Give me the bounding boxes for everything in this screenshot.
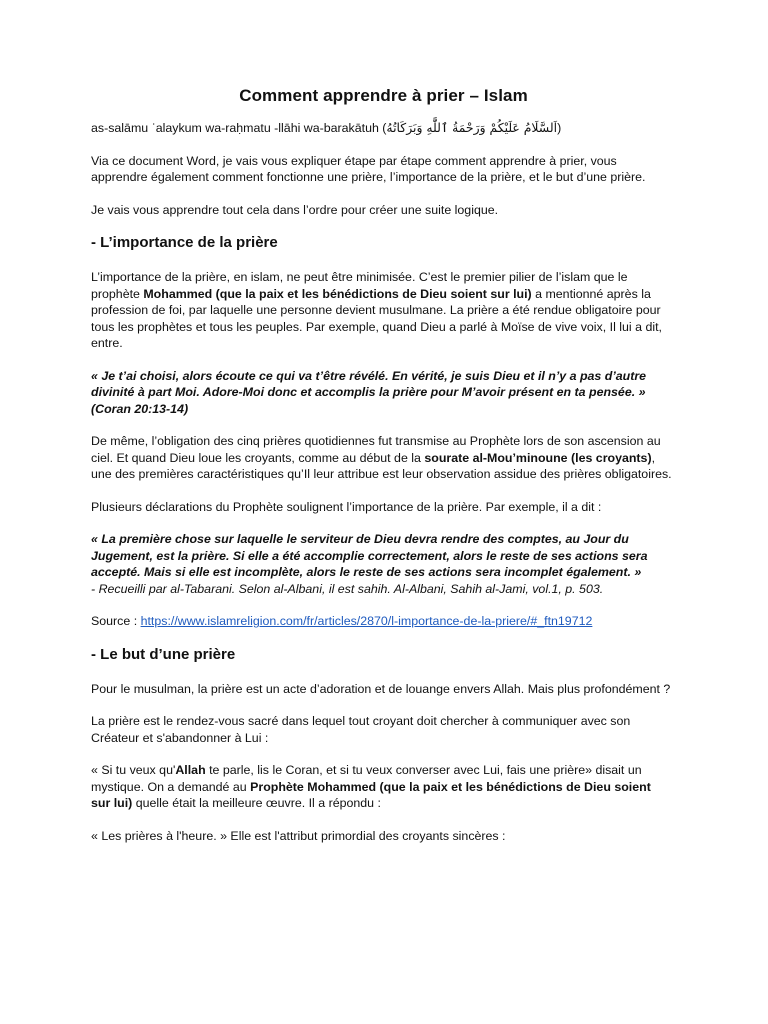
importance-paragraph-2: [91, 433, 672, 483]
source-link[interactable]: https://www.islamreligion.com/fr/articles/2870/l-importance-de-la-priere/#_ftn19712: [140, 614, 593, 628]
greeting-paragraph: [91, 120, 672, 137]
document-title: Comment apprendre à prier – Islam: [239, 86, 528, 105]
text-run: quelle était la meilleure œuvre. Il a répondu :: [132, 796, 381, 810]
purpose-paragraph-1: Pour le musulman, la prière est un acte d’adoration et de louange envers Allah. Mais plus profondément ?: [91, 681, 671, 696]
intro-paragraph-1: Via ce document Word, je vais vous expliquer étape par étape comment apprendre à prier, vous apprendre également comment fonctionne une prière, l’importance de la prière, et le but d’une prière.: [91, 153, 646, 184]
purpose-paragraph-2: La prière est le rendez-vous sacré dans lequel tout croyant doit chercher à communiquer avec son Créateur et s'abandonner à Lui :: [91, 714, 631, 745]
section-heading-purpose: - Le but d’une prière: [91, 645, 236, 663]
allah-bold: Allah: [175, 763, 206, 777]
section-heading-importance: - L’importance de la prière: [91, 234, 278, 251]
prophet-name-bold: Prophète Mohammed (que la paix et les bénédictions de Dieu soient sur lui): [91, 779, 651, 810]
greeting-arabic: اَلسَّلَامُ عَلَيْكُمْ وَرَحْمَةُ ٱللَّٰهِ وَبَرَكَاتُهُ: [386, 120, 558, 135]
purpose-paragraph-3: [91, 762, 672, 812]
hadith-reference: - Recueilli par al-Tabarani. Selon al-Albani, il est sahih. Al-Albani, Sahih al-Jami, vol.1, p. 503.: [91, 581, 604, 596]
intro-paragraph-2: Je vais vous apprendre tout cela dans l’ordre pour créer une suite logique.: [91, 202, 499, 217]
text-run: a mentionné après la profession de foi, par laquelle une personne devient musulmane. La prière a été rendue obligatoire pour tous les prophètes et tous les peuples. Par exemple, quand Dieu a parlé à Moïse de vive voix, Il lui a dit, entre.: [91, 286, 662, 350]
hadith-quote: « La première chose sur laquelle le serviteur de Dieu devra rendre des comptes, au Jour du Jugement, est la prière. Si elle a été accomplie correctement, alors le reste de ses actions sera accepté. Mais si elle est incomplète, alors le reste de ses actions sera incomplet également. »: [91, 532, 648, 579]
source-label: Source :: [91, 614, 141, 628]
greeting-close: ): [557, 121, 562, 135]
prophet-name-bold: Mohammed (que la paix et les bénédictions de Dieu soient sur lui): [143, 286, 532, 301]
importance-paragraph-1: [91, 269, 672, 352]
text-run: « Si tu veux qu': [91, 763, 176, 777]
text-run: te parle, lis le Coran, et si tu veux converser avec Lui, fais une prière» disait un mystique. On a demandé au: [91, 763, 642, 794]
text-run: L’importance de la prière, en islam, ne peut être minimisée. C’est le premier pilier de l’islam que le prophète: [91, 270, 628, 301]
text-run: De même, l’obligation des cinq prières quotidiennes fut transmise au Prophète lors de son ascension au ciel. Et quand Dieu loue les croyants, comme au début de la: [91, 434, 661, 465]
source-paragraph: [91, 613, 672, 630]
hadith-quote-block: [91, 531, 672, 597]
purpose-paragraph-4: « Les prières à l'heure. » Elle est l'attribut primordial des croyants sincères :: [91, 828, 506, 843]
sourate-name-bold: sourate al-Mou’minoune (les croyants): [424, 450, 652, 465]
text-run: , une des premières caractéristiques qu’Il leur attribue est leur observation assidue des prières obligatoires.: [91, 450, 672, 481]
importance-paragraph-3: Plusieurs déclarations du Prophète soulignent l’importance de la prière. Par exemple, il a dit :: [91, 499, 602, 514]
greeting-latin: as-salāmu ʿalaykum wa-raḥmatu -llāhi wa-barakātuh (: [91, 121, 387, 135]
quran-quote: « Je t’ai choisi, alors écoute ce qui va t’être révélé. En vérité, je suis Dieu et il n’y a pas d’autre divinité à part Moi. Adore-Moi donc et accomplis la prière pour M’avoir présent en ta pensée. » (Coran 20:13-14): [91, 368, 647, 416]
